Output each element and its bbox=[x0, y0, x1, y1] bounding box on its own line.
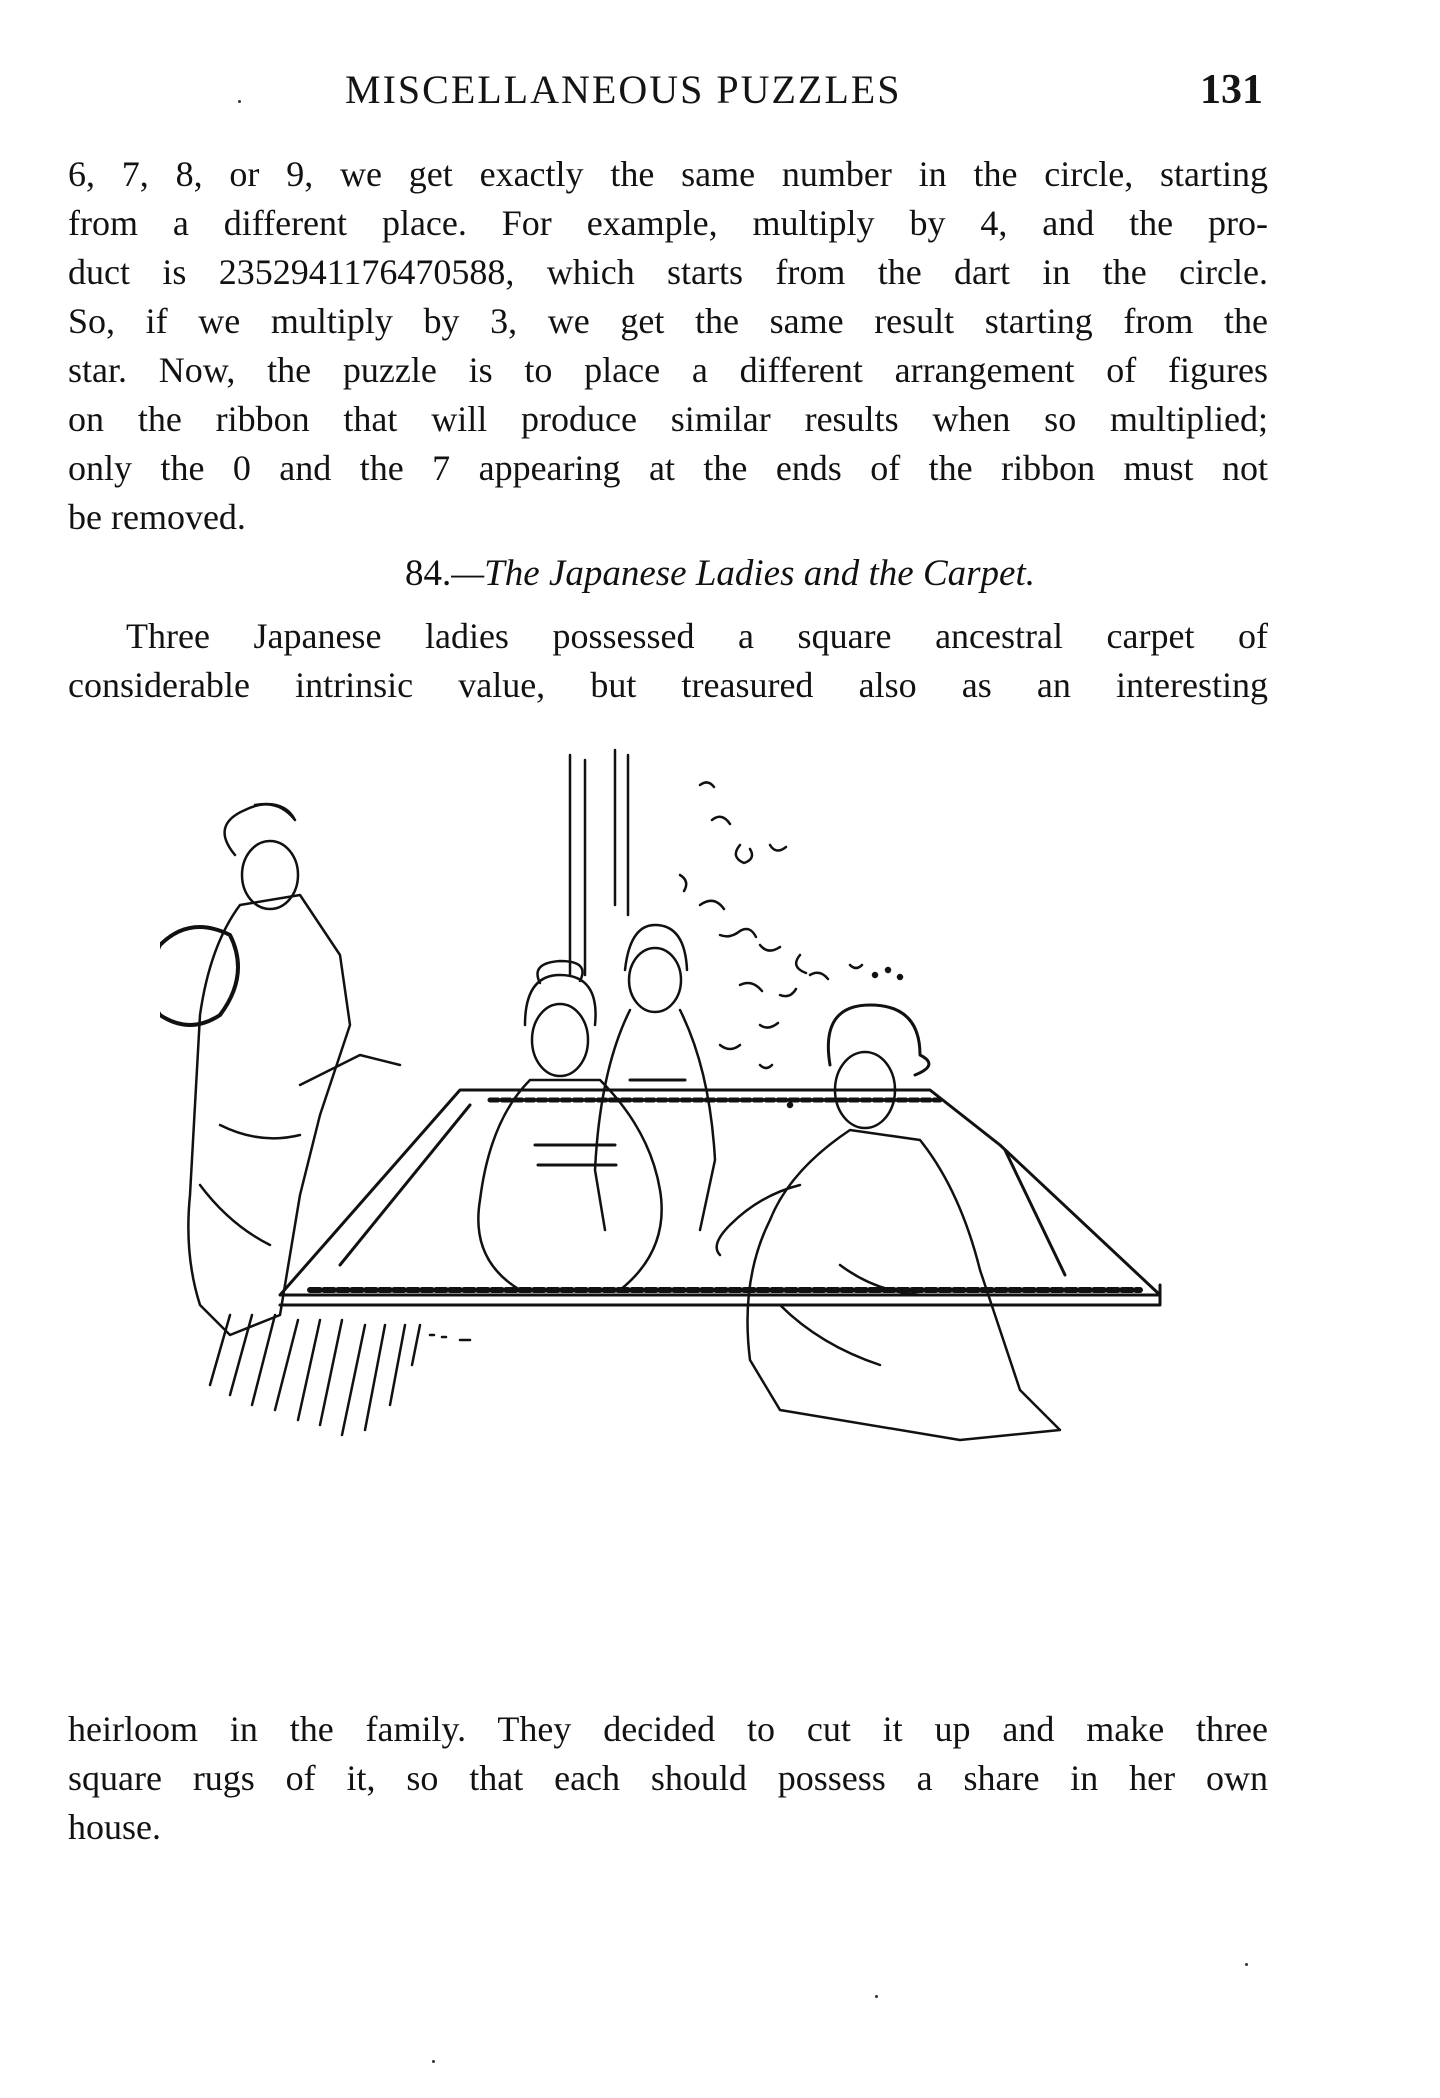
blossom-branch bbox=[680, 782, 862, 1068]
lady2-head bbox=[532, 1004, 588, 1076]
page-number: 131 bbox=[1200, 67, 1263, 113]
puzzle-number: 84. bbox=[405, 553, 452, 594]
print-speck bbox=[238, 100, 241, 103]
blossom-dot bbox=[886, 968, 890, 972]
carpet-outline bbox=[280, 1090, 1160, 1295]
print-speck bbox=[875, 1995, 878, 1998]
lady1-robe-folds bbox=[200, 1125, 300, 1245]
running-head bbox=[0, 66, 1440, 126]
text-line: 6, 7, 8, or 9, we get exactly the same number in the circle, starting bbox=[68, 154, 1268, 194]
lady4-body bbox=[748, 1130, 1061, 1440]
text-line: considerable intrinsic value, but treasured also as an interesting bbox=[68, 665, 1268, 705]
lady2-obi bbox=[535, 1145, 616, 1165]
floor-hatching bbox=[210, 1315, 470, 1435]
text-line: square rugs of it, so that each should possess a share in her own bbox=[68, 1758, 1268, 1798]
blossom-dot bbox=[788, 1103, 792, 1107]
print-speck bbox=[432, 2060, 435, 2063]
lady1-arm bbox=[300, 1055, 400, 1085]
lady1-body bbox=[188, 895, 350, 1335]
puzzle-heading bbox=[0, 552, 1440, 595]
carpet-side-borders bbox=[340, 1105, 1065, 1275]
text-line: So, if we multiply by 3, we get the same result starting from the bbox=[68, 301, 1268, 341]
lady1-obi-bow bbox=[160, 927, 238, 1025]
lady3-body bbox=[595, 1010, 715, 1230]
lady4-robe-folds bbox=[780, 1265, 930, 1365]
text-line: be removed. bbox=[68, 497, 246, 537]
lady4-arm bbox=[717, 1185, 800, 1255]
blossom-dot bbox=[898, 975, 902, 979]
text-line: Three Japanese ladies possessed a square ancestral carpet of bbox=[126, 616, 1268, 656]
text-line: from a different place. For example, multiply by 4, and the pro- bbox=[68, 203, 1268, 243]
japanese-ladies-carpet-illustration bbox=[160, 745, 1180, 1685]
print-speck bbox=[1245, 1963, 1248, 1966]
text-line: only the 0 and the 7 appearing at the ends of the ribbon must not bbox=[68, 448, 1268, 488]
text-line: duct is 2352941176470588, which starts from the dart in the circle. bbox=[68, 252, 1268, 292]
paragraph-puzzle-84-continued bbox=[68, 1705, 1268, 1852]
paragraph-puzzle-84-intro bbox=[68, 612, 1268, 710]
text-line: heirloom in the family. They decided to cut it up and make three bbox=[68, 1709, 1268, 1749]
lady2-body bbox=[478, 1080, 661, 1290]
illustration-svg bbox=[160, 745, 1180, 1685]
paragraph-puzzle-83-continued bbox=[68, 150, 1268, 542]
running-title: MISCELLANEOUS PUZZLES bbox=[345, 67, 902, 112]
text-line: star. Now, the puzzle is to place a different arrangement of figures bbox=[68, 350, 1268, 390]
text-line: on the ribbon that will produce similar results when so multiplied; bbox=[68, 399, 1268, 439]
puzzle-title: —The Japanese Ladies and the Carpet. bbox=[451, 553, 1035, 594]
blossom-dot bbox=[873, 973, 877, 977]
lady3-head bbox=[629, 948, 681, 1012]
text-line: house. bbox=[68, 1807, 161, 1847]
pillar-lines bbox=[570, 750, 628, 975]
